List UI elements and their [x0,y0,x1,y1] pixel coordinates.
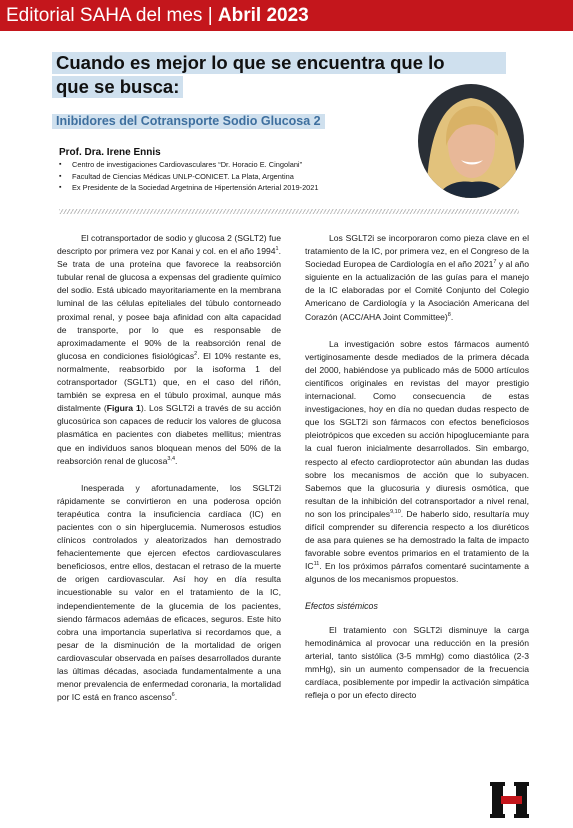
affiliation-item: ▪ Facultad de Ciencias Médicas UNLP-CONICET. La Plata, Argentina [59,171,399,183]
left-column [57,232,281,718]
author-photo [418,84,524,198]
banner-title [6,4,309,27]
section-heading: Efectos sistémicos [305,601,378,612]
header-banner [0,0,573,31]
paragraph: El tratamiento con SGLT2i disminuye la carga hemodinámica al provocar una reducción en la presión arterial, tanto sistólica (3-5 mmHg) como diastólica (2-3 mmHg), sin un aumento compensador de la frecuencia cardíaca, posiblemente por impedir la activación simpática refleja o por un efecto directo [305,624,529,700]
section-divider [59,209,519,214]
author-name: Prof. Dra. Irene Ennis [59,147,161,158]
article-title [52,52,492,100]
article-subtitle: Inibidores del Cotransporte Sodio Glucosa 2 [52,114,325,129]
affiliation-list [59,159,399,194]
publisher-logo-icon [488,780,534,825]
affiliation-item: ▪ Ex Presidente de la Sociedad Argetnina de Hipertensión Arterial 2019-2021 [59,182,399,194]
right-column [305,232,529,716]
paragraph: Los SGLT2i se incorporaron como pieza clave en el tratamiento de la IC, por primera vez, en el Congreso de la Sociedad Europea de Cardiología en el año 2021$^7$ y al año siguiente en la actualización de las guías para el manejo de la IC elaboradas por el Comité Conjunto del Colegio Americano de Cardiología y la Asociación Americana del Corazón (ACC/AHA Joint Committee)$^8$. [305,233,529,322]
banner-date: Abril 2023 [217,5,309,26]
title-line-1: Cuando es mejor lo que se encuentra que lo [52,52,506,74]
figure-reference: Figura 1 [106,403,141,414]
paragraph: Inesperada y afortunadamente, los SGLT2i rápidamente se convirtieron en una poderosa opción terapéutica contra la insuficiencia cardíaca (IC) en pacientes con o sin hiperglucemia. Numerosos estudios clínicos controlados y aleatorizados han demostrado fehacientemente que ejercen efectos cardiovasculares beneficiosos, entre ellos, destacan el retraso de la muerte de origen cardiovascular. Así hoy en día resulta incuestionable su valor en el tratamiento de la IC, independientemente de la glucemia de los pacientes, siendo fármacos ademáas de eficaces, seguros. Este hito cobra una importancia superlativa si recordamos que, a pesar de la disminución de la mortalidad de origen cardiovascular observada en países desarrollados durante las últimas décadas, asociada fundamentalmente a una menor prevalencia de enfermedad coronaria, la mortalidad por IC está en franco ascenso$^6$. [57,482,281,703]
affiliation-item: ▪ Centro de investigaciones Cardiovasculares “Dr. Horacio E. Cingolani” [59,159,399,171]
title-line-2: que se busca: [52,76,183,98]
paragraph: El cotransportador de sodio y glucosa 2 (SGLT2) fue descripto por primera vez por Kanai y col. en el año 1994$^1$. Se trata de una proteína que favorece la reabsorción tubular renal de glucosa a expensas del gradiente químico del sodio. Está ubicado mayoritariamente en la membrana luminal de las células epiteliales del túbulo contorneado proximal renal, y posee baja afinidad con alta capacidad de transporte, por lo que es responsable de aproximadamente el 90% de la reabsorción renal de glucosa en condiciones fisiológicas$^2$. El 10% restante es, normalmente, reabsorbido por la isoforma 1 del cotransportador (SGLT1) que, en el caso del riñón, también se expresa en el túbulo proximal, aunque más distalmente (Figura 1). Los SGLT2i a través de su acción glucosúrica son capaces de reducir los valores de glucosa plasmática en pacientes con diabetes mellitus; mientras que en individuos sanos bloquean menos del 50% de la reabsorción renal de glucosa$^{3,4}$. [57,233,281,466]
paragraph: La investigación sobre estos fármacos aumentó vertiginosamente desde mediados de la primera década del 2000, habiéndose ya publicado más de 5000 artículos científicos originales en revistas del mayor prestigio internacional. Como consecuencia de estas investigaciones, hoy en día no quedan dudas respecto de que los SGLT2i son fármacos con efectos beneficiosos pleiotrópicos que exceden su acción hipoglucemiante para la cual fueron inicialmente desarrollados. Sin embargo, respecto al efecto cardioprotector aún abundan las dudas sobre los mecanismos de acción que lo subyacen. Sabemos que la glucosuria y diuresis osmótica, que resultan de la inhibición del cotransportador a nivel renal, no son los principales$^{9,10}$. De haberlo sido, resultaría muy difícil comprender su diferencia respecto a los diuréticos de asa para quienes se ha demostrado la falta de impacto favorable sobre eventos primarios en el tratamiento de la IC$^{11}$. En los próximos párrafos comentaré sucintamente a algunos de los mecanismos propuestos. [305,338,529,585]
banner-prefix: Editorial SAHA del mes | [6,5,213,26]
